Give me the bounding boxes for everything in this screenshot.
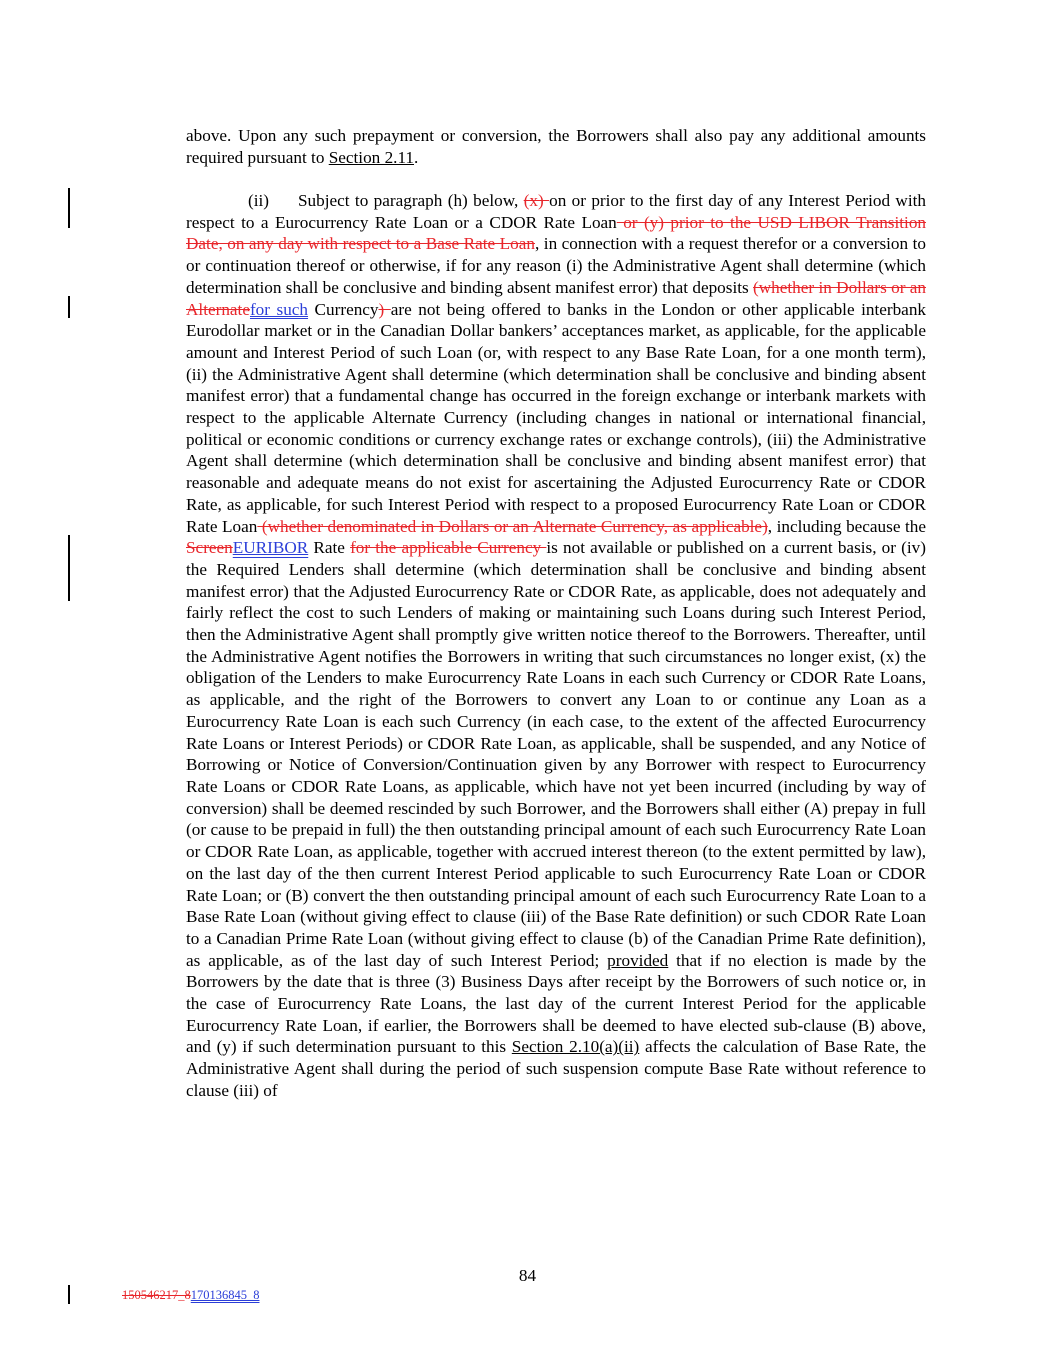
deleted-text: (whether denominated in Dollars or an Alternate Currency, as applicable)	[257, 516, 768, 536]
change-bar	[68, 296, 70, 318]
text-run: affects the calculation of Base Rate, the Administrative Agent shall during the period of such suspension compute Base Rate without reference to clause (iii) of	[186, 1037, 926, 1100]
page-number: 84	[518, 1266, 537, 1285]
cross-reference-section-2-10: Section 2.10(a)(ii)	[511, 1037, 640, 1057]
change-bar	[68, 1285, 70, 1304]
change-bar	[68, 535, 70, 601]
text-run: Currency	[308, 299, 379, 319]
deleted-text: or (y) prior to the USD LIBOR Transition Date, on any day with respect to a Base Rate Loan	[186, 212, 927, 254]
deleted-text: )	[378, 299, 391, 319]
deleted-doc-id: 150546217_8	[122, 1288, 191, 1302]
paragraph-ii	[186, 190, 926, 1102]
text-run: .	[414, 147, 419, 167]
text-run: are not being offered to banks in the London or other applicable interbank Eurodollar market or in the Canadian Dollar bankers’ acceptances market, as applicable, for the applicable amount and Interest Period of such Loan (or, with respect to any Base Rate Loan, for a one month term), (ii) the Administrative Agent shall determine (which determination shall be conclusive and binding absent manifest error) that a fundamental change has occurred in the foreign exchange or interbank markets with respect to the applicable Alternate Currency (including changes in national or international financial, political or economic conditions or currency exchange rates or exchange controls), (iii) the Administrative Agent shall determine (which determination shall be conclusive and binding absent manifest error) that reasonable and adequate means do not exist for ascertaining the Adjusted Eurocurrency Rate or CDOR Rate, as applicable, for such Interest Period with respect to a proposed Eurocurrency Rate Loan or CDOR Rate Loan	[186, 299, 927, 536]
inserted-doc-id: 170136845_8	[190, 1288, 260, 1302]
paragraph-continuation	[186, 125, 926, 168]
underlined-term-provided: provided	[607, 950, 669, 970]
clause-number: (ii)	[248, 191, 269, 210]
text-run: above. Upon any such prepayment or conversion, the Borrowers shall also pay any additional amounts required pursuant to	[186, 126, 926, 167]
deleted-text: for the applicable Currency	[350, 538, 547, 558]
text-run: Subject to paragraph (h) below,	[298, 191, 524, 210]
text-run: is not available or published on a current basis, or (iv) the Required Lenders shall determine (which determination shall be conclusive and binding absent manifest error) that the Adjusted Eurocurrency Rate or CDOR Rate, as applicable, does not adequately and fairly reflect the cost to such Lenders of making or maintaining such Loans during such Interest Period, then the Administrative Agent shall promptly give written notice thereof to the Borrowers. Thereafter, until the Administrative Agent notifies the Borrowers in writing that such circumstances no longer exist, (x) the obligation of the Lenders to make Eurocurrency Rate Loans in each such Currency or CDOR Rate Loans, as applicable, and the right of the Borrowers to convert any Loan to or continue any Loan as a Eurocurrency Rate Loan is each such Currency (in each case, to the extent of the affected Eurocurrency Rate Loans or Interest Periods) or CDOR Rate Loan, as applicable, shall be suspended, and any Notice of Borrowing or Notice of Conversion/Continuation given by any Borrower with respect to Eurocurrency Rate Loans or CDOR Rate Loans, as applicable, which have not yet been incurred (including by way of conversion) shall be deemed rescinded by such Borrower, and the Borrowers shall either (A) prepay in full (or cause to be prepaid in full) the then outstanding principal amount of each such Eurocurrency Rate Loan or CDOR Rate Loan, as applicable, together with accrued interest thereon (to the extent permitted by law), on the last day of the then current Interest Period applicable to such Eurocurrency Rate Loan or CDOR Rate Loan; or (B) convert the then outstanding principal amount of each such Eurocurrency Rate Loan to a Base Rate Loan (without giving effect to clause (iii) of the Base Rate definition) or such CDOR Rate Loan to a Canadian Prime Rate Loan (without giving effect to clause (b) of the Canadian Prime Rate definition), as applicable, as of the last day of such Interest Period;	[186, 538, 926, 970]
inserted-text: for such	[249, 299, 309, 319]
deleted-text: (x)	[523, 191, 550, 210]
deleted-text: Screen	[186, 538, 233, 558]
text-run: , in connection with a request therefor or a conversion to or continuation thereof or otherwise, if for any reason (i) the Administrative Agent shall determine (which determination shall be conclusive and binding absent manifest error) that deposits	[186, 234, 926, 297]
text-run: , including because the	[767, 516, 926, 536]
text-run: that if no election is made by the Borrowers by the date that is three (3) Business Days after receipt by the Borrowers of such notice or, in the case of Eurocurrency Rate Loans, the last day of the current Interest Period for the applicable Eurocurrency Rate Loan, if earlier, the Borrowers shall be deemed to have elected sub-clause (B) above, and (y) if such determination pursuant to this	[186, 950, 926, 1057]
document-id	[122, 1288, 260, 1303]
deleted-text: (whether in Dollars or an Alternate	[186, 277, 926, 319]
inserted-text: EURIBOR	[232, 538, 309, 558]
cross-reference-section-2-11: Section 2.11	[328, 147, 415, 167]
change-bar	[68, 188, 70, 228]
text-run: on or prior to the first day of any Interest Period with respect to a Eurocurrency Rate Loan or a CDOR Rate Loan	[186, 191, 926, 232]
text-run: Rate	[308, 538, 351, 558]
